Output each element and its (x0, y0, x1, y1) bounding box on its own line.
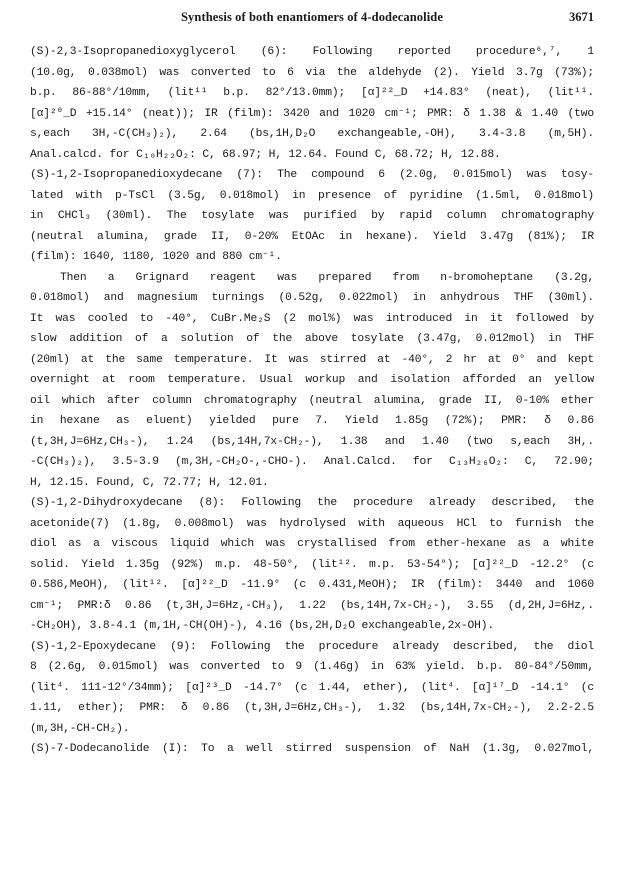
text-line: overnight at room temperature. Usual workup and isolation afforded an yellow (30, 374, 594, 386)
text-line: diol as a viscous liquid which was crystallised from ether-hexane as a white (30, 538, 594, 550)
text-line: (S)-1,2-Isopropanedioxydecane (7): The compound 6 (2.0g, 0.015mol) was tosy- (30, 169, 594, 181)
text-line: Anal.calcd. for C₁₀H₂₂O₂: C, 68.97; H, 12.64. Found C, 68.72; H, 12.88. (30, 148, 501, 161)
text-line: (20ml) at the same temperature. It was stirred at -40°, 2 hr at 0° and kept (30, 353, 594, 366)
text-line: 8 (2.6g, 0.015mol) was converted to 9 (1.46g) in 63% yield. b.p. 80-84°/50mm, (30, 661, 594, 673)
text-line: in hexane as eluent) yielded pure 7. Yield 1.85g (72%); PMR: δ 0.86 (30, 415, 594, 427)
text-line: -C(CH₃)₂), 3.5-3.9 (m,3H,-CH₂O-,-CHO-). Anal.Calcd. for C₁₃H₂₆O₂: C, 72.90; (30, 456, 594, 468)
page-header (0, 10, 624, 30)
page-number: 3671 (569, 10, 594, 24)
text-line: H, 12.15. Found, C, 72.77; H, 12.01. (30, 476, 269, 489)
text-line: (neutral alumina, grade II, 0-20% EtOAc in hexane). Yield 3.47g (81%); IR (30, 230, 594, 243)
text-line: solid. Yield 1.35g (92%) m.p. 48-50°, (lit¹². m.p. 53-54°); [α]²²_D -12.2° (c (30, 558, 594, 571)
text-line: (S)-1,2-Dihydroxydecane (8): Following the procedure already described, the (30, 497, 594, 509)
text-line: s,each 3H,-C(CH₃)₂), 2.64 (bs,1H,D₂O exchangeable,-OH), 3.4-3.8 (m,5H). (30, 128, 594, 140)
running-title: Synthesis of both enantiomers of 4-dodecanolide (180, 10, 443, 24)
text-line: (10.0g, 0.038mol) was converted to 6 via the aldehyde (2). Yield 3.7g (73%); (30, 66, 594, 79)
text-line: 1.11, ether); PMR: δ 0.86 (t,3H,J=6Hz,CH₃-), 1.32 (bs,14H,7x-CH₂-), 2.2-2.5 (30, 702, 594, 714)
text-line: slow addition of a solution of the above tosylate (3.47g, 0.012mol) in THF (30, 333, 594, 345)
text-line: (S)-7-Dodecanolide (I): To a well stirred suspension of NaH (1.3g, 0.027mol, (30, 743, 594, 755)
text-line: -CH₂OH), 3.8-4.1 (m,1H,-CH(OH)-), 4.16 (bs,2H,D₂O exchangeable,2x-OH). (30, 620, 495, 632)
text-line: (m,3H,-CH-CH₂). (30, 722, 130, 735)
text-line: lated with p-TsCl (3.5g, 0.018mol) in presence of pyridine (1.5ml, 0.018mol) (30, 189, 594, 202)
text-line: (lit⁴. 111-12°/34mm); [α]²³_D -14.7° (c 1.44, ether), (lit⁴. [α]¹⁷_D -14.1° (c (30, 681, 594, 694)
text-line: cm⁻¹; PMR:δ 0.86 (t,3H,J=6Hz,-CH₃), 1.22 (bs,14H,7x-CH₂-), 3.55 (d,2H,J=6Hz,. (30, 599, 594, 612)
text-line: Then a Grignard reagent was prepared from n-bromoheptane (3.2g, (60, 271, 594, 284)
text-line: in CHCl₃ (30ml). The tosylate was purified by rapid column chromatography (30, 210, 594, 222)
text-line: (film): 1640, 1180, 1020 and 880 cm⁻¹. (30, 251, 282, 263)
text-line: It was cooled to -40°, CuBr.Me₂S (2 mol%) was introduced in it followed by (30, 312, 594, 325)
text-line: (t,3H,J=6Hz,CH₃-), 1.24 (bs,14H,7x-CH₂-), 1.38 and 1.40 (two s,each 3H,. (30, 435, 594, 448)
text-line: 0.586,MeOH), (lit¹². [α]²²_D -11.9° (c 0.431,MeOH); IR (film): 3440 and 1060 (30, 579, 594, 591)
text-line: oil which after column chromatography (neutral alumina, grade II, 0-10% ether (30, 394, 594, 407)
text-line: (S)-1,2-Epoxydecane (9): Following the procedure already described, the diol (30, 640, 594, 653)
experimental-text (30, 42, 594, 760)
text-line: [α]²⁰_D +15.14° (neat)); IR (film): 3420 and 1020 cm⁻¹; PMR: δ 1.38 & 1.40 (two (30, 107, 594, 120)
text-line: b.p. 86-88°/10mm, (lit¹¹ b.p. 82°/13.0mm); [α]²²_D +14.83° (neat), (lit¹¹. (30, 87, 594, 99)
text-line: acetonide(7) (1.8g, 0.008mol) was hydrolysed with aqueous HCl to furnish the (30, 517, 594, 530)
text-line: 0.018mol) and magnesium turnings (0.52g, 0.022mol) in anhydrous THF (30ml). (30, 292, 594, 304)
text-line: (S)-2,3-Isopropanedioxyglycerol (6): Following reported procedure⁶,⁷, 1 (30, 46, 594, 58)
